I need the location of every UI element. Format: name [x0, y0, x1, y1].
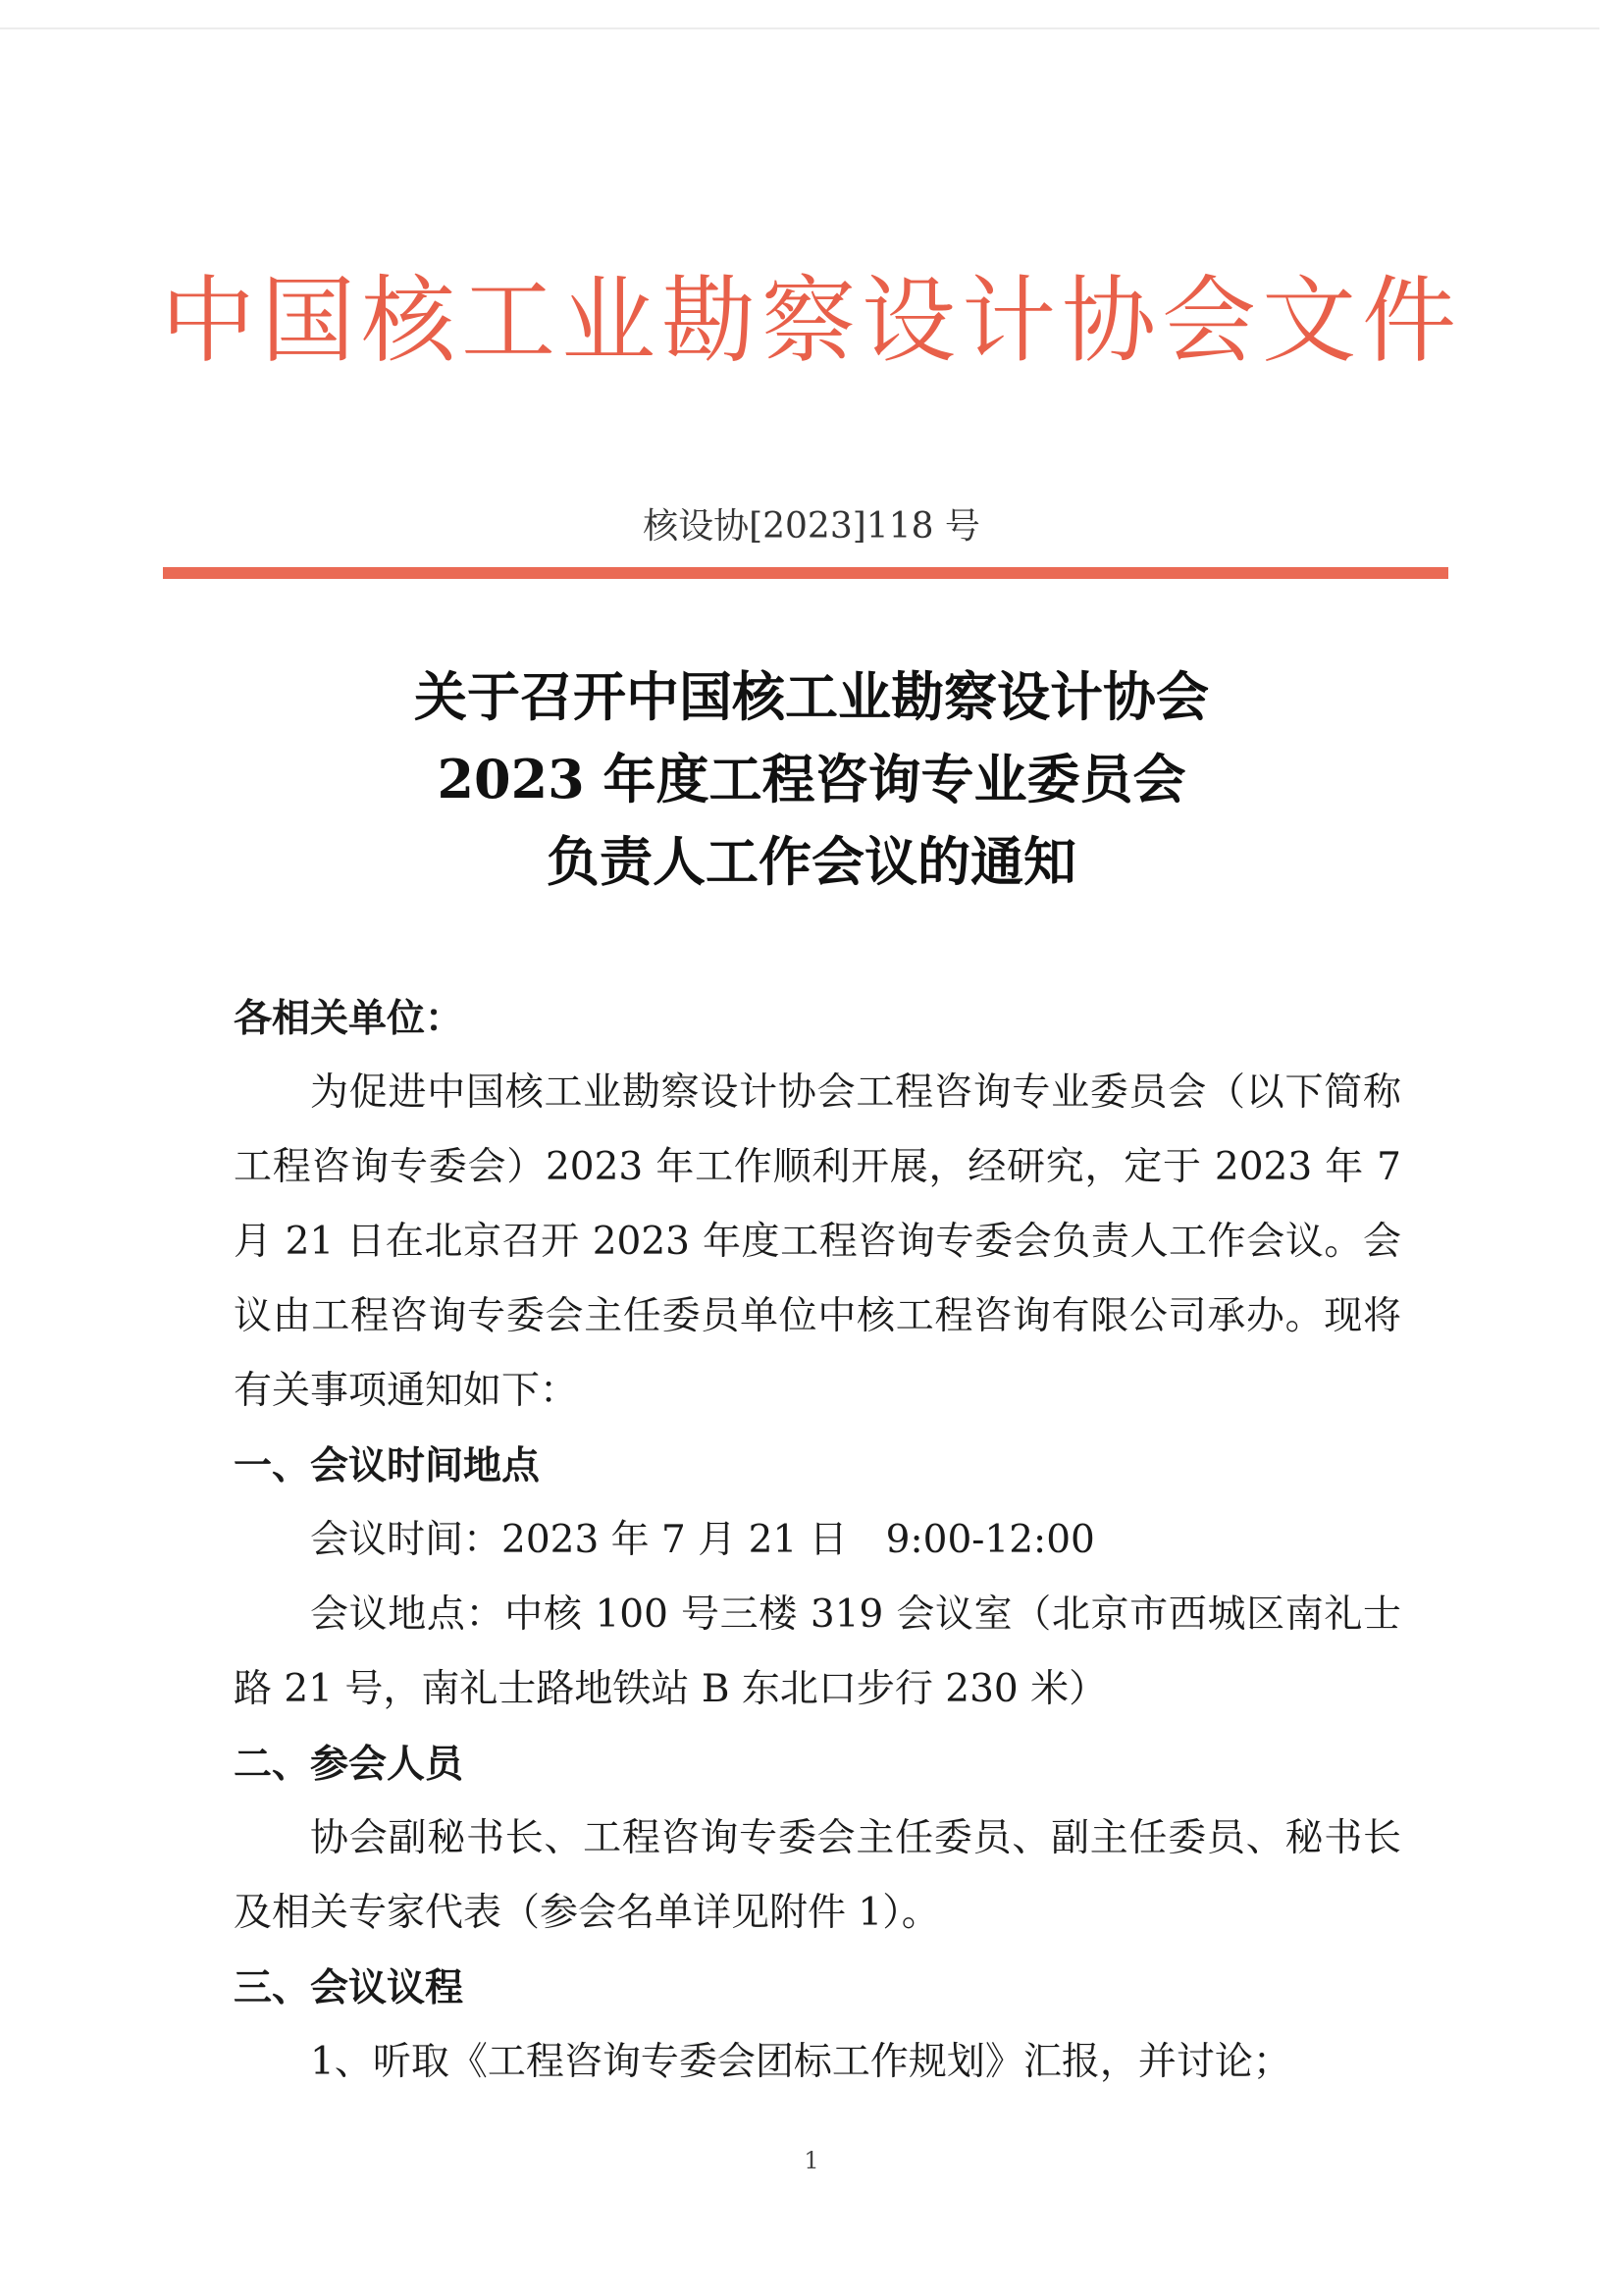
red-separator-rule [163, 567, 1448, 579]
notice-title-line-3: 负责人工作会议的通知 [547, 830, 1076, 893]
meeting-time: 会议时间：2023 年 7 月 21 日 9:00-12:00 [310, 1518, 1095, 1562]
document-number: 核设协[2023]118 号 [643, 506, 980, 547]
attendees-paragraph: 协会副秘书长、工程咨询专委会主任委员、副主任委员、秘书长及相关专家代表（参会名单详见附件 1）。 [234, 1816, 1401, 1935]
org-file-title: 中国核工业勘察设计协会文件 [161, 266, 1462, 376]
page-number: 1 [804, 2147, 819, 2174]
section-heading-time-place: 一、会议时间地点 [234, 1443, 541, 1488]
scan-edge-line [0, 27, 1599, 29]
intro-paragraph: 为促进中国核工业勘察设计协会工程咨询专业委员会（以下简称工程咨询专委会）2023 年工作顺利开展，经研究，定于 2023 年 7 月 21 日在北京召开 2023 年度工程咨询专委会负责人工作会议。会议由工程咨询专委会主任委员单位中核工程咨询有限公司承办。现将有关事项通知如下： [234, 1070, 1401, 1413]
salutation: 各相关单位： [234, 996, 464, 1041]
notice-title [0, 655, 1623, 903]
notice-title-line-2: 2023 年度工程咨询专业委员会 [437, 748, 1186, 810]
meeting-location: 会议地点：中核 100 号三楼 319 会议室（北京市西城区南礼士路 21 号，南礼士路地铁站 B 东北口步行 230 米） [234, 1592, 1401, 1711]
agenda-item: 1、听取《工程咨询专委会团标工作规划》汇报，并讨论； [310, 2040, 1291, 2084]
section-heading-attendees: 二、参会人员 [234, 1742, 464, 1787]
section-heading-agenda: 三、会议议程 [234, 1965, 464, 2010]
notice-title-line-1: 关于召开中国核工业勘察设计协会 [414, 665, 1209, 728]
notice-body [234, 981, 1401, 2100]
